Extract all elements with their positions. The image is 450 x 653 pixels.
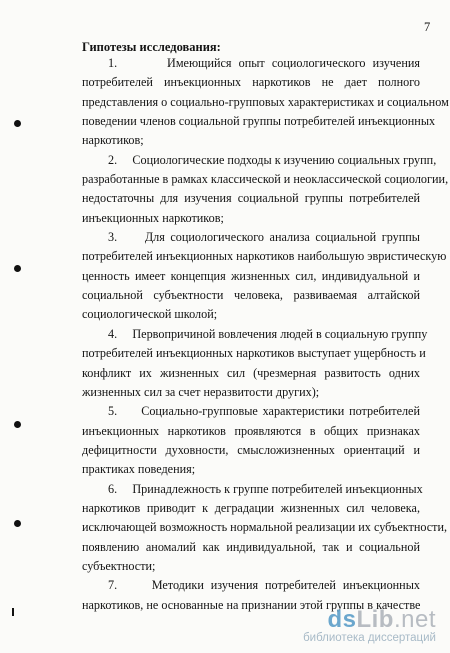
text-line: 4. Первопричиной вовлечения людей в социальную группу xyxy=(108,326,428,341)
text-line: наркотиков; xyxy=(82,133,144,148)
scan-mark xyxy=(12,608,14,616)
text-line: субъектности; xyxy=(82,558,156,573)
watermark-logo-ds: ds xyxy=(327,606,357,633)
text-line: разработанные в рамках классической и неоклассической социологии, xyxy=(82,172,449,187)
text-line: 6. Принадлежность к группе потребителей инъекционных xyxy=(108,481,423,496)
text-line: инъекционных наркотиков проявляются в общих признаках xyxy=(82,423,420,438)
body-text xyxy=(82,54,449,615)
text-line: социологической школой; xyxy=(82,307,218,322)
text-line: 7. Методики изучения потребителей инъекционных xyxy=(108,578,420,593)
binding-hole-dot xyxy=(14,120,21,127)
section-heading: Гипотезы исследования: xyxy=(82,40,221,54)
text-line: наркотиков, не основанные на признании этой группы в качестве xyxy=(82,597,421,612)
binding-hole-dot xyxy=(14,421,21,428)
text-line: представления о социально-групповых характеристиках и социальном xyxy=(82,94,449,109)
text-line: поведении членов социальной группы потребителей инъекционных xyxy=(82,114,436,129)
watermark-logo xyxy=(303,606,436,633)
text-line: потребителей инъекционных наркотиков выступает ущербность и xyxy=(82,346,426,361)
binding-hole-dot xyxy=(14,520,21,527)
page-number: 7 xyxy=(424,20,431,34)
text-line: ценность имеет концепция жизненных сил, индивидуальной и xyxy=(82,268,420,283)
watermark xyxy=(303,606,436,645)
text-line: 5. Социально-групповые характеристики потребителей xyxy=(108,404,420,419)
watermark-logo-lib: Lib xyxy=(356,606,394,633)
text-line: 3. Для социологического анализа социальной группы xyxy=(108,230,420,245)
watermark-subtitle: библиотека диссертаций xyxy=(303,632,436,644)
binding-hole-dot xyxy=(14,265,21,272)
text-line: исключающей возможность нормальной реализации их субъектности, xyxy=(82,520,448,535)
text-line: потребителей инъекционных наркотиков не дает полного xyxy=(82,75,420,90)
text-line: 1. Имеющийся опыт социологического изучения xyxy=(108,56,420,70)
text-line: наркотиков приводит к деградации жизненных сил человека, xyxy=(82,500,420,515)
text-line: недостаточны для изучения социальной группы потребителей xyxy=(82,191,420,206)
text-line: социальной субъектности человека, развиваемая алтайской xyxy=(82,288,420,303)
text-line: дефицитности духовности, смысложизненных ориентаций и xyxy=(82,442,420,457)
text-line: конфликт их жизненных сил (чрезмерная развитость одних xyxy=(82,365,420,380)
text-line: жизненных сил за счет неразвитости других); xyxy=(82,384,320,399)
text-line: 2. Социологические подходы к изучению социальных групп, xyxy=(108,152,437,167)
text-line: потребителей инъекционных наркотиков наибольшую эвристическую xyxy=(82,249,447,264)
text-line: практиках поведения; xyxy=(82,462,196,477)
text-line: инъекционных наркотиков; xyxy=(82,210,224,225)
text-line: появлению аномалий как индивидуальной, так и социальной xyxy=(82,539,420,554)
watermark-logo-net: .net xyxy=(393,606,436,633)
